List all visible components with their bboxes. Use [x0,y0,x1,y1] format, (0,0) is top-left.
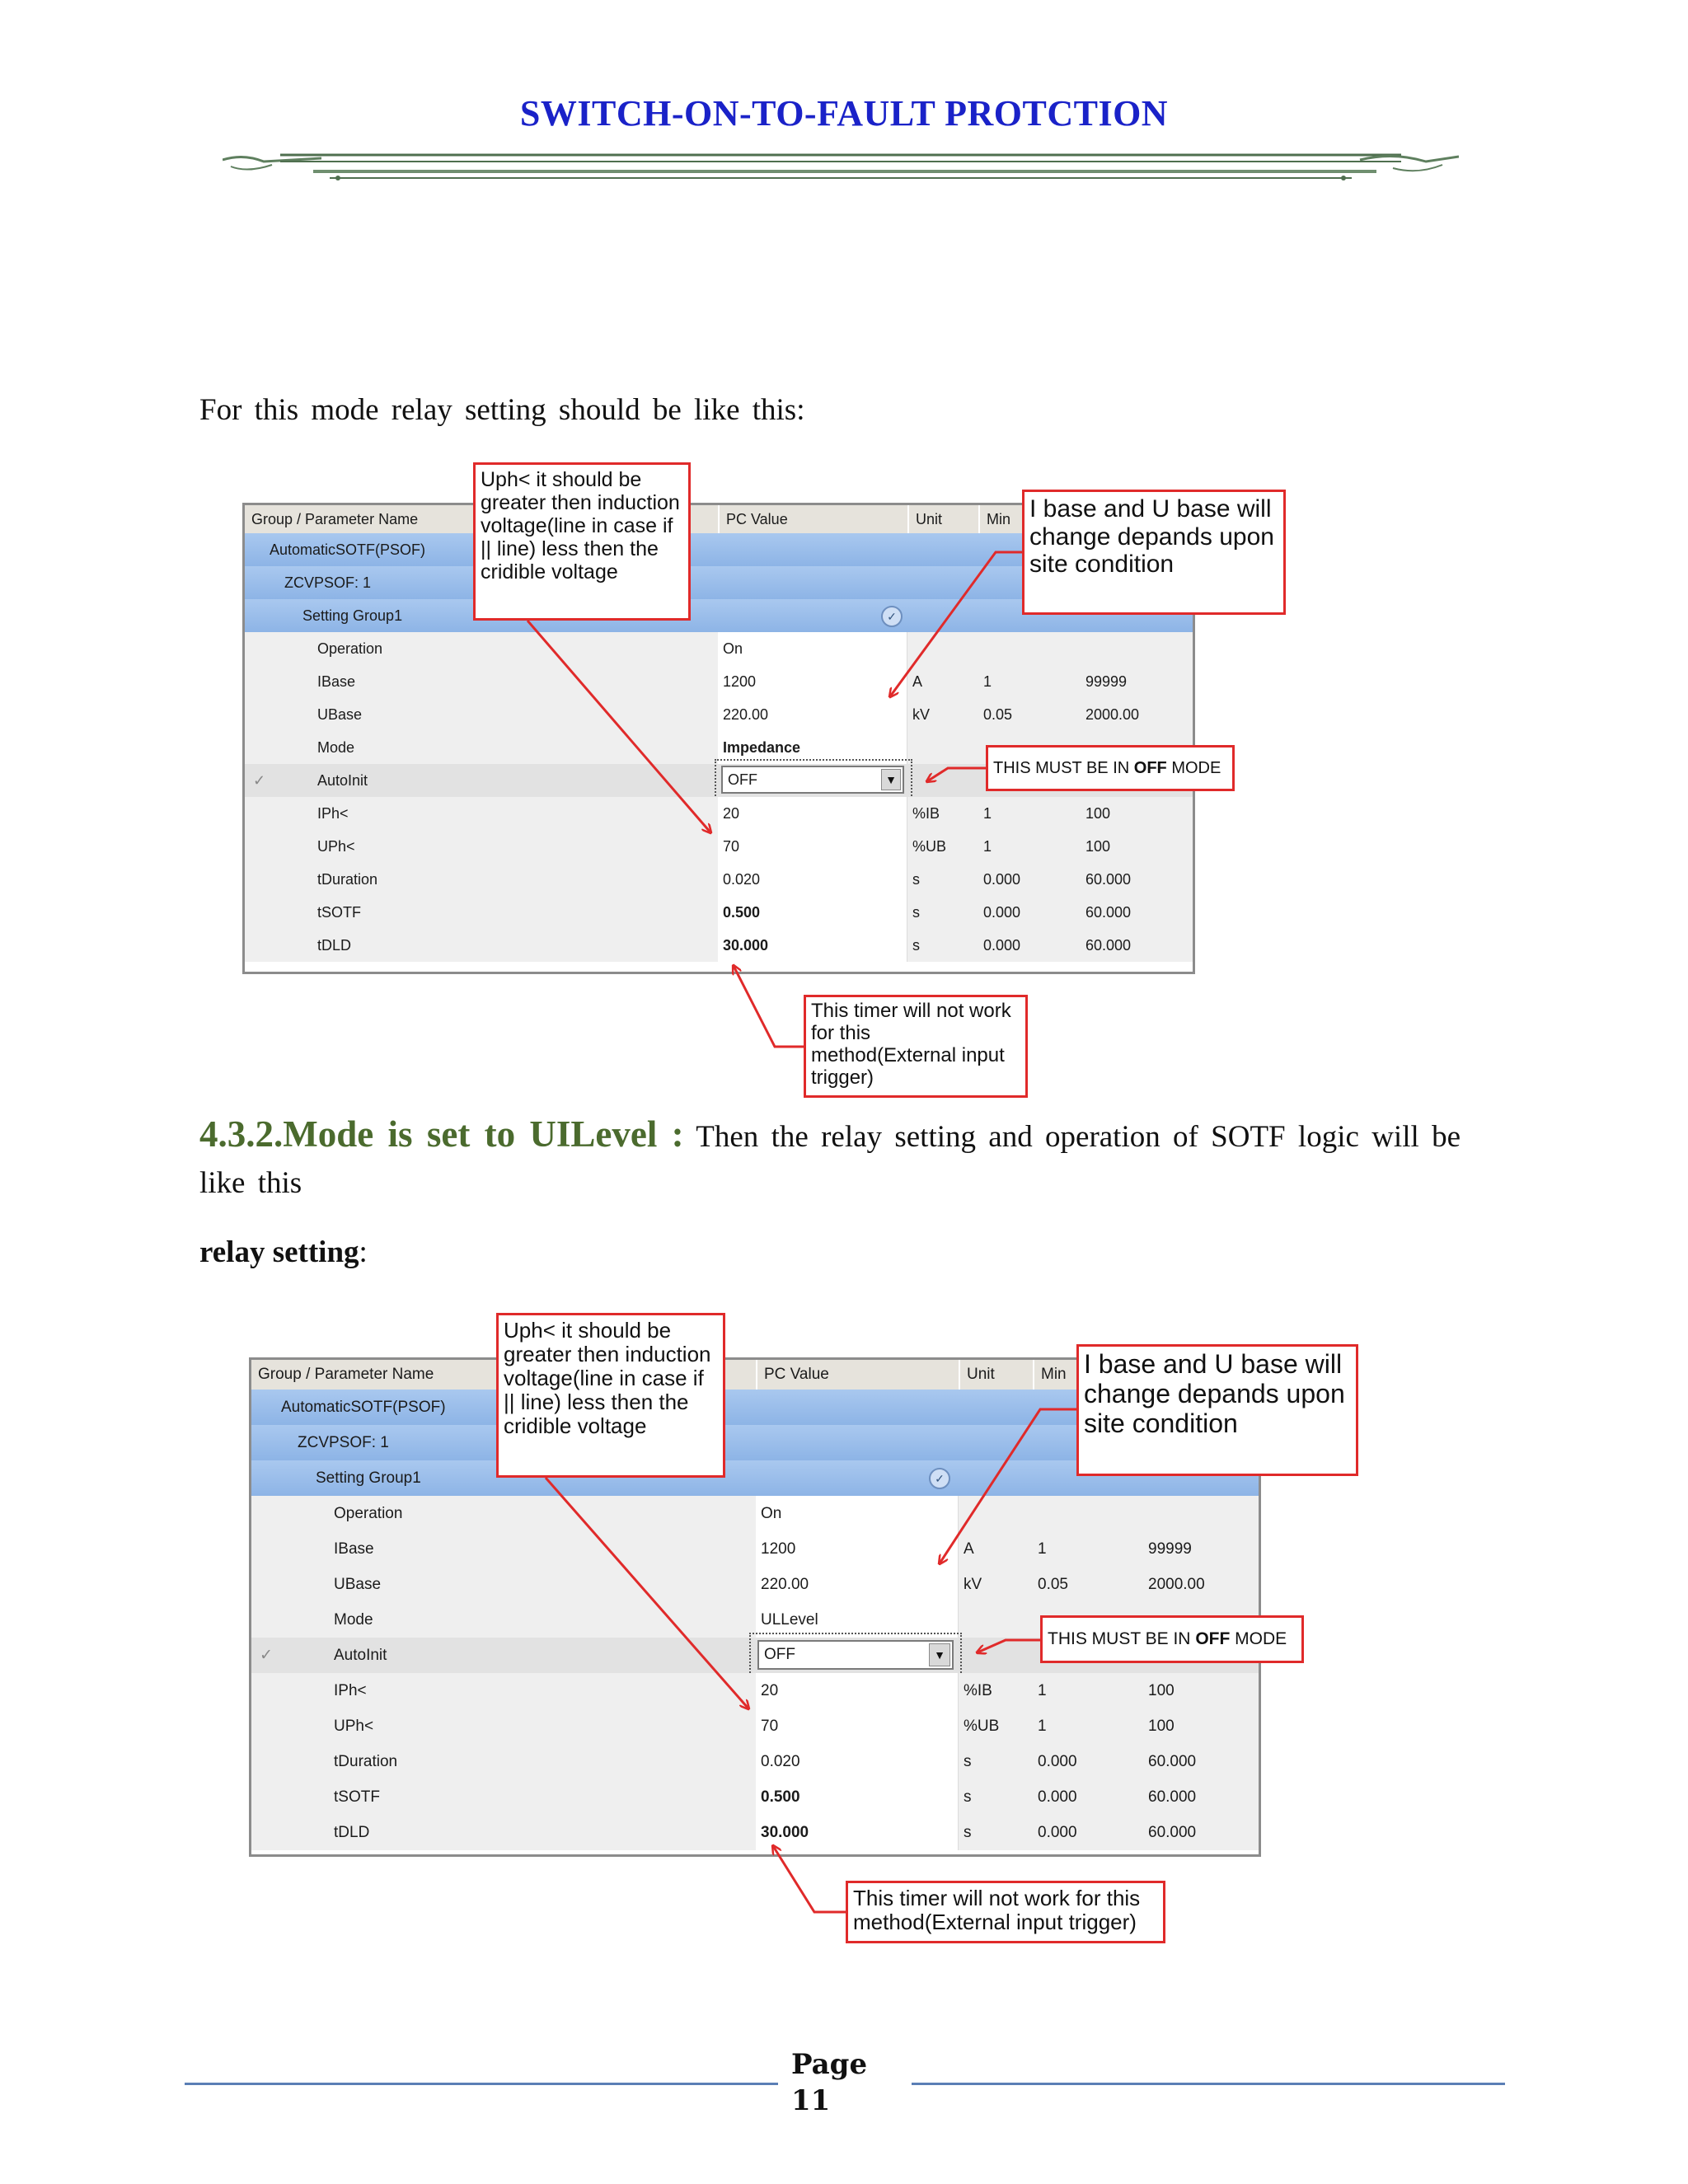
table-row[interactable] [251,1708,1259,1746]
row-max: 60.000 [1085,936,1132,954]
row-min: 0.000 [1038,1752,1077,1770]
row-max: 60.000 [1148,1823,1197,1841]
row-min: 0.05 [983,705,1013,723]
row-value[interactable]: On [718,632,907,665]
row-name: tDLD [334,1823,370,1841]
row-min: 1 [1038,1681,1047,1699]
row-unit: A [964,1540,974,1558]
row-unit: A [912,673,923,690]
header-pc-value: PC Value [718,505,907,533]
row-min: 0.000 [1038,1823,1077,1841]
autoinit-selected-value: OFF [728,771,757,788]
section-heading-line [199,1113,1461,1155]
row-min: 1 [1038,1540,1047,1558]
page-title: SWITCH-ON-TO-FAULT PROTCTION [519,93,1169,134]
row-name: Mode [334,1610,373,1629]
row-unit: %IB [964,1681,992,1699]
row-value[interactable]: 0.020 [718,863,907,896]
header-group-parameter-name: Group / Parameter Name [258,1366,434,1383]
table-row[interactable] [245,797,1193,832]
row-min: 1 [983,804,992,822]
callout-uph: Uph< it should be greater then induction voltage(line in case if || line) less then the cridible voltage [496,1313,725,1478]
row-value[interactable]: 70 [718,830,907,863]
callout-off-text-pre: THIS MUST BE IN [993,758,1134,777]
table-row[interactable] [245,665,1193,700]
row-value[interactable]: Impedance [718,731,907,764]
row-name: IPh< [317,804,349,822]
table-row[interactable] [251,1815,1259,1852]
group-row-label: AutomaticSOTF(PSOF) [270,541,426,558]
row-max: 100 [1148,1717,1175,1735]
row-max: 100 [1148,1681,1175,1699]
row-name: UBase [317,705,363,723]
row-value[interactable]: 20 [756,1673,959,1708]
header-unit: Unit [959,1360,1033,1390]
row-value[interactable]: 1200 [756,1531,959,1567]
check-icon: ✓ [253,771,266,789]
relay-setting-colon: : [359,1235,368,1269]
row-value[interactable]: 1200 [718,665,907,698]
row-min: 0.000 [1038,1788,1077,1806]
row-unit: s [912,903,920,921]
row-name: tDuration [317,870,378,888]
callout-off-mode [1040,1615,1304,1663]
header-min: Min [1033,1360,1099,1390]
header-group-parameter-name: Group / Parameter Name [251,510,419,527]
page-label: Page [791,2048,868,2081]
group-row-label: AutomaticSOTF(PSOF) [281,1398,446,1416]
row-unit: %UB [964,1717,1000,1735]
row-min: 0.000 [983,870,1021,888]
table-row[interactable] [251,1531,1259,1568]
footer-rule-left [185,2083,778,2085]
title-ornament [223,148,1459,198]
callout-off-text-pre: THIS MUST BE IN [1048,1629,1196,1649]
relay-setting-bold: relay setting [199,1235,359,1269]
row-unit: s [964,1823,972,1841]
row-name: UBase [334,1575,382,1593]
row-value[interactable]: 0.500 [756,1779,959,1815]
row-min: 0.000 [983,936,1021,954]
row-name: Operation [334,1504,403,1522]
row-value[interactable]: 0.500 [718,896,907,929]
row-name: IBase [317,673,356,690]
table-row[interactable] [251,1496,1259,1533]
row-unit: s [912,870,920,888]
check-icon: ✓ [260,1647,273,1664]
section-number-title: 4.3.2.Mode is set to UILevel : [199,1113,684,1155]
callout-timer: This timer will not work for this method(External input trigger) [804,995,1028,1098]
group-row-label: ZCVPSOF: 1 [298,1433,389,1451]
header-unit: Unit [907,505,978,533]
table-row[interactable] [251,1744,1259,1781]
callout-off-text-bold: OFF [1195,1629,1231,1649]
info-icon: ✓ [881,606,903,627]
page-number-value: 11 [791,2084,831,2117]
table-row[interactable] [251,1673,1259,1710]
row-unit: %UB [912,837,947,855]
row-name: tDuration [334,1752,398,1770]
table-row[interactable] [245,830,1193,865]
header-min: Min [978,505,1044,533]
row-name: tDLD [317,936,352,954]
autoinit-selected-value: OFF [764,1646,795,1663]
row-name: IPh< [334,1681,367,1699]
row-value[interactable]: 30.000 [756,1815,959,1850]
row-name: AutoInit [334,1646,387,1664]
row-max: 100 [1085,837,1111,855]
group-row-label: Setting Group1 [302,607,403,624]
group-row-label: ZCVPSOF: 1 [284,574,372,591]
table-row[interactable] [251,1567,1259,1604]
row-min: 0.05 [1038,1575,1068,1593]
row-unit: %IB [912,804,940,822]
table-row[interactable] [245,632,1193,667]
row-name: IBase [334,1540,374,1558]
callout-off-text-post: MODE [1230,1629,1287,1649]
header-pc-value: PC Value [756,1360,959,1390]
row-name: Mode [317,738,355,756]
table-row[interactable] [245,863,1193,898]
row-min: 1 [983,837,992,855]
row-name: Operation [317,640,383,657]
section-text-cont: like this [199,1166,302,1200]
row-unit: kV [912,705,931,723]
row-max: 2000.00 [1148,1575,1205,1593]
row-max: 60.000 [1085,870,1132,888]
callout-off-text-post: MODE [1166,758,1221,777]
callout-base: I base and U base will change depands upon site condition [1022,490,1286,615]
row-min: 0.000 [983,903,1021,921]
row-value[interactable]: 20 [718,797,907,830]
row-name: tSOTF [334,1788,380,1806]
row-unit: s [912,936,920,954]
callout-off-text-bold: OFF [1133,758,1167,777]
row-name: AutoInit [317,771,368,789]
row-value[interactable]: 70 [756,1708,959,1744]
row-unit: s [964,1752,972,1770]
table-row[interactable] [245,896,1193,930]
row-max: 60.000 [1148,1752,1197,1770]
chevron-down-icon[interactable]: ▼ [929,1643,950,1666]
row-value[interactable]: 220.00 [756,1567,959,1602]
row-max: 60.000 [1085,903,1132,921]
row-max: 99999 [1148,1540,1192,1558]
autoinit-dropdown[interactable] [757,1640,954,1670]
autoinit-dropdown[interactable] [721,766,904,794]
row-max: 2000.00 [1085,705,1140,723]
table-row[interactable] [245,929,1193,963]
row-value[interactable]: 220.00 [718,698,907,731]
row-value[interactable]: 0.020 [756,1744,959,1779]
row-max: 99999 [1085,673,1128,690]
row-name: UPh< [334,1717,374,1735]
chevron-down-icon[interactable]: ▼ [881,769,901,790]
footer-rule-right [912,2083,1505,2085]
callout-base: I base and U base will change depands upon site condition [1076,1344,1358,1476]
table-row[interactable] [251,1779,1259,1816]
callout-timer: This timer will not work for this method(External input trigger) [846,1881,1165,1943]
row-name: tSOTF [317,903,361,921]
row-value[interactable]: ULLevel [756,1602,959,1638]
row-max: 100 [1085,804,1111,822]
relay-setting-label [199,1235,368,1270]
row-value[interactable]: 30.000 [718,929,907,962]
row-unit: kV [964,1575,982,1593]
row-unit: s [964,1788,972,1806]
row-name: UPh< [317,837,355,855]
row-min: 1 [983,673,992,690]
table-row[interactable] [245,698,1193,733]
arrow-timer-1 [734,966,804,1047]
row-max: 60.000 [1148,1788,1197,1806]
callout-off-mode [986,745,1235,791]
info-icon: ✓ [929,1468,950,1489]
row-min: 1 [1038,1717,1047,1735]
section-text: Then the relay setting and operation of SOTF logic will be [696,1120,1461,1154]
page-number [791,2046,867,2119]
row-value[interactable]: On [756,1496,959,1531]
group-row-label: Setting Group1 [316,1469,421,1487]
intro-text: For this mode relay setting should be like this: [199,393,805,427]
callout-uph: Uph< it should be greater then induction voltage(line in case if || line) less then the cridible voltage [473,462,691,621]
